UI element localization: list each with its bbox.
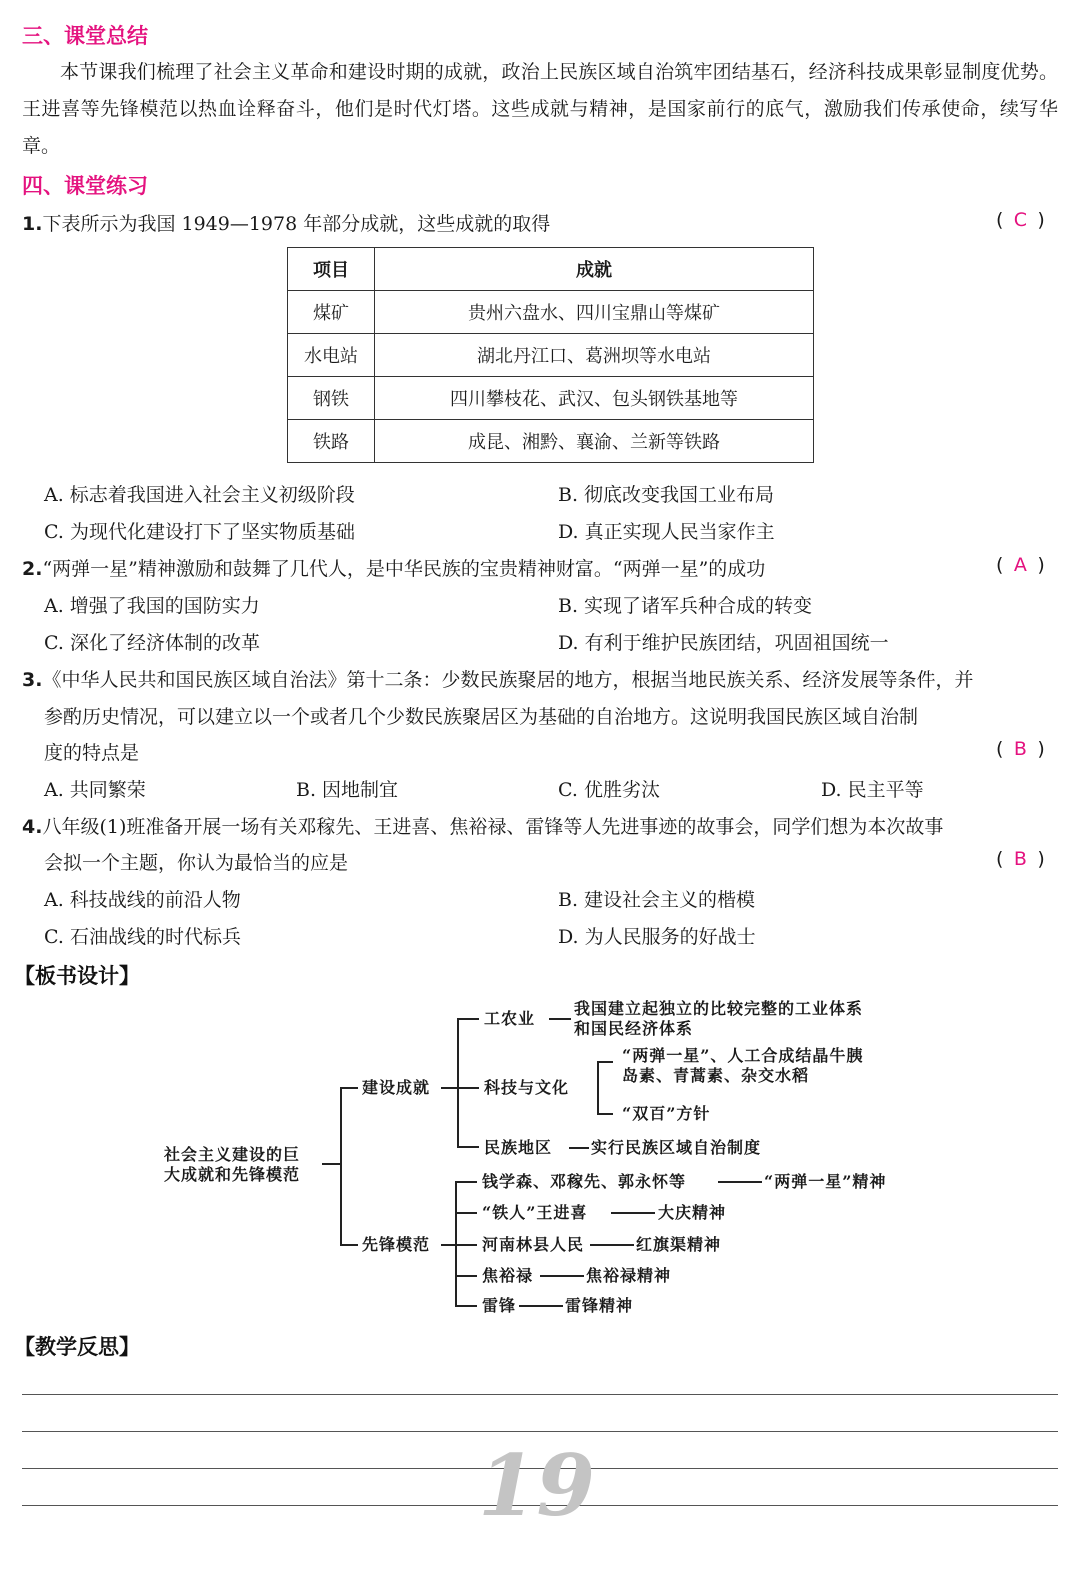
root-bracket [340,1087,342,1245]
model-row-person: 雷锋 [482,1296,517,1315]
model-row-dash [611,1212,655,1214]
q2-text: “两弹一星”精神激励和鼓舞了几代人，是中华民族的宝贵精神财富。“两弹一星”的成功 [42,558,766,580]
model-row-spirit: “两弹一星”精神 [764,1172,887,1191]
branch2-tick [455,1181,477,1183]
table-cell: 煤矿 [288,291,375,334]
q2-stem [22,554,765,581]
board-sci: 科技与文化 [484,1078,570,1097]
sci-bracket [597,1061,599,1113]
q3-option-d: D. 民主平等 [821,779,924,801]
board-ethnic-desc: 实行民族区域自治制度 [591,1138,762,1157]
table-row [288,334,814,377]
model-row-dash [590,1244,634,1246]
achievements-table [287,247,814,463]
q1-stem [22,209,550,236]
model-row-person: “铁人”王进喜 [482,1203,588,1222]
table-row [288,291,814,334]
branch2-tick [455,1244,477,1246]
q3-text-line1: 《中华人民共和国民族区域自治法》第十二条：少数民族聚居的地方，根据当地民族关系、经济发展等条件，并 [42,669,974,691]
q2-answer: ( A ) [996,554,1045,576]
root-connector [322,1163,340,1165]
q1-answer-letter: C [1013,209,1028,231]
q3-answer-letter: B [1013,738,1027,760]
branch2-connector [441,1244,455,1246]
model-row-spirit: 焦裕禄精神 [586,1266,672,1285]
page-number: 19 [478,1436,595,1535]
branch1-tick-ethnic [457,1146,479,1148]
writing-line [22,1431,1058,1432]
table-header-row [288,248,814,291]
q4-text-line1: 八年级(1)班准备开展一场有关邓稼先、王进喜、焦裕禄、雷锋等人先进事迹的故事会，同学们想为本次故事 [42,816,944,838]
q4-answer-letter: B [1013,848,1027,870]
q2-number: 2. [22,558,43,580]
summary-heading: 三、课堂总结 [22,24,148,48]
q2-option-c: C. 深化了经济体制的改革 [44,632,260,654]
board-sci-a2: 岛素、青蒿素、杂交水稻 [622,1066,810,1085]
q4-option-b: B. 建设社会主义的楷模 [558,889,756,911]
table-cell: 贵州六盘水、四川宝鼎山等煤矿 [375,291,814,334]
table-row [288,377,814,420]
model-row-spirit: 雷锋精神 [565,1296,634,1315]
branch2-bracket [455,1181,457,1305]
q3-stem-line3: 度的特点是 [44,742,140,764]
table-cell: 钢铁 [288,377,375,420]
board-agri-desc1: 我国建立起独立的比较完整的工业体系 [574,999,864,1018]
q3-number: 3. [22,669,43,691]
branch1-tick-sci [457,1087,479,1089]
board-sci-a1: “两弹一星”、人工合成结晶牛胰 [622,1046,864,1065]
sci-bracket-top [597,1061,613,1063]
model-row-person: 焦裕禄 [482,1266,534,1285]
board-agri: 工农业 [484,1009,536,1028]
branch1-connector [441,1087,457,1089]
table-header-item: 项目 [288,248,375,291]
q2-option-d: D. 有利于维护民族团结，巩固祖国统一 [558,632,889,654]
table-cell: 水电站 [288,334,375,377]
q3-option-a: A. 共同繁荣 [44,779,146,801]
q4-option-a: A. 科技战线的前沿人物 [44,889,241,911]
branch1-tick-agri [457,1018,479,1020]
model-row-dash [519,1305,563,1307]
table-cell: 铁路 [288,420,375,463]
q2-answer-letter: A [1013,554,1027,576]
q1-text: 下表所示为我国 1949—1978 年部分成就，这些成就的取得 [42,213,551,235]
agri-dash [549,1018,571,1020]
model-row-dash [718,1181,762,1183]
q1-option-d: D. 真正实现人民当家作主 [558,521,775,543]
q3-stem-line2: 参酌历史情况，可以建立以一个或者几个少数民族聚居区为基础的自治地方。这说明我国民族区域自治制 [44,706,919,728]
q4-stem-line1 [22,812,943,839]
q2-option-a: A. 增强了我国的国防实力 [44,595,260,617]
q4-number: 4. [22,816,43,838]
q4-option-c: C. 石油战线的时代标兵 [44,926,241,948]
q4-answer: ( B ) [996,848,1045,870]
q3-stem-line1 [22,665,973,692]
model-row-spirit: 红旗渠精神 [636,1235,722,1254]
q1-option-b: B. 彻底改变我国工业布局 [558,484,775,506]
q1-number: 1. [22,213,43,235]
table-row [288,420,814,463]
table-header-achievement: 成就 [375,248,814,291]
board-agri-desc2: 和国民经济体系 [574,1019,694,1038]
model-row-person: 钱学森、邓稼先、郭永怀等 [482,1172,687,1191]
root-bracket-top [340,1087,358,1089]
sci-bracket-bottom [597,1113,613,1115]
table-cell: 四川攀枝花、武汉、包头钢铁基地等 [375,377,814,420]
board-root-line2: 大成就和先锋模范 [164,1165,301,1184]
board-heading: 【板书设计】 [14,964,140,988]
q3-answer: ( B ) [996,738,1045,760]
writing-line [22,1394,1058,1395]
board-branch-achievements: 建设成就 [362,1078,431,1097]
table-cell: 成昆、湘黔、襄渝、兰新等铁路 [375,420,814,463]
branch2-tick [455,1275,477,1277]
q4-option-d: D. 为人民服务的好战士 [558,926,756,948]
table-cell: 湖北丹江口、葛洲坝等水电站 [375,334,814,377]
board-ethnic: 民族地区 [484,1138,553,1157]
q3-option-c: C. 优胜劣汰 [558,779,660,801]
q1-option-c: C. 为现代化建设打下了坚实物质基础 [44,521,355,543]
q1-option-a: A. 标志着我国进入社会主义初级阶段 [44,484,355,506]
branch1-bracket [457,1018,459,1147]
board-branch-models: 先锋模范 [362,1235,431,1254]
q3-option-b: B. 因地制宜 [296,779,399,801]
board-root-line1: 社会主义建设的巨 [164,1145,301,1164]
model-row-dash [540,1275,584,1277]
ethnic-dash [569,1147,589,1149]
reflection-heading: 【教学反思】 [14,1335,140,1359]
q2-option-b: B. 实现了诸军兵种合成的转变 [558,595,813,617]
root-bracket-bottom [340,1244,358,1246]
branch2-tick [455,1212,477,1214]
q1-answer: ( C ) [996,209,1045,231]
summary-paragraph: 本节课我们梳理了社会主义革命和建设时期的成就，政治上民族区域自治筑牢团结基石，经济科技成果彰显制度优势。王进喜等先锋模范以热血诠释奋斗，他们是时代灯塔。这些成就与精神，是国家前行的底气，激励我们传承使命，续写华章。 [22,61,1058,157]
branch2-tick [455,1305,477,1307]
model-row-person: 河南林县人民 [482,1235,585,1254]
practice-heading: 四、课堂练习 [22,174,148,198]
model-row-spirit: 大庆精神 [658,1203,727,1222]
board-sci-b: “双百”方针 [622,1104,711,1123]
q4-stem-line2: 会拟一个主题，你认为最恰当的应是 [44,852,349,874]
